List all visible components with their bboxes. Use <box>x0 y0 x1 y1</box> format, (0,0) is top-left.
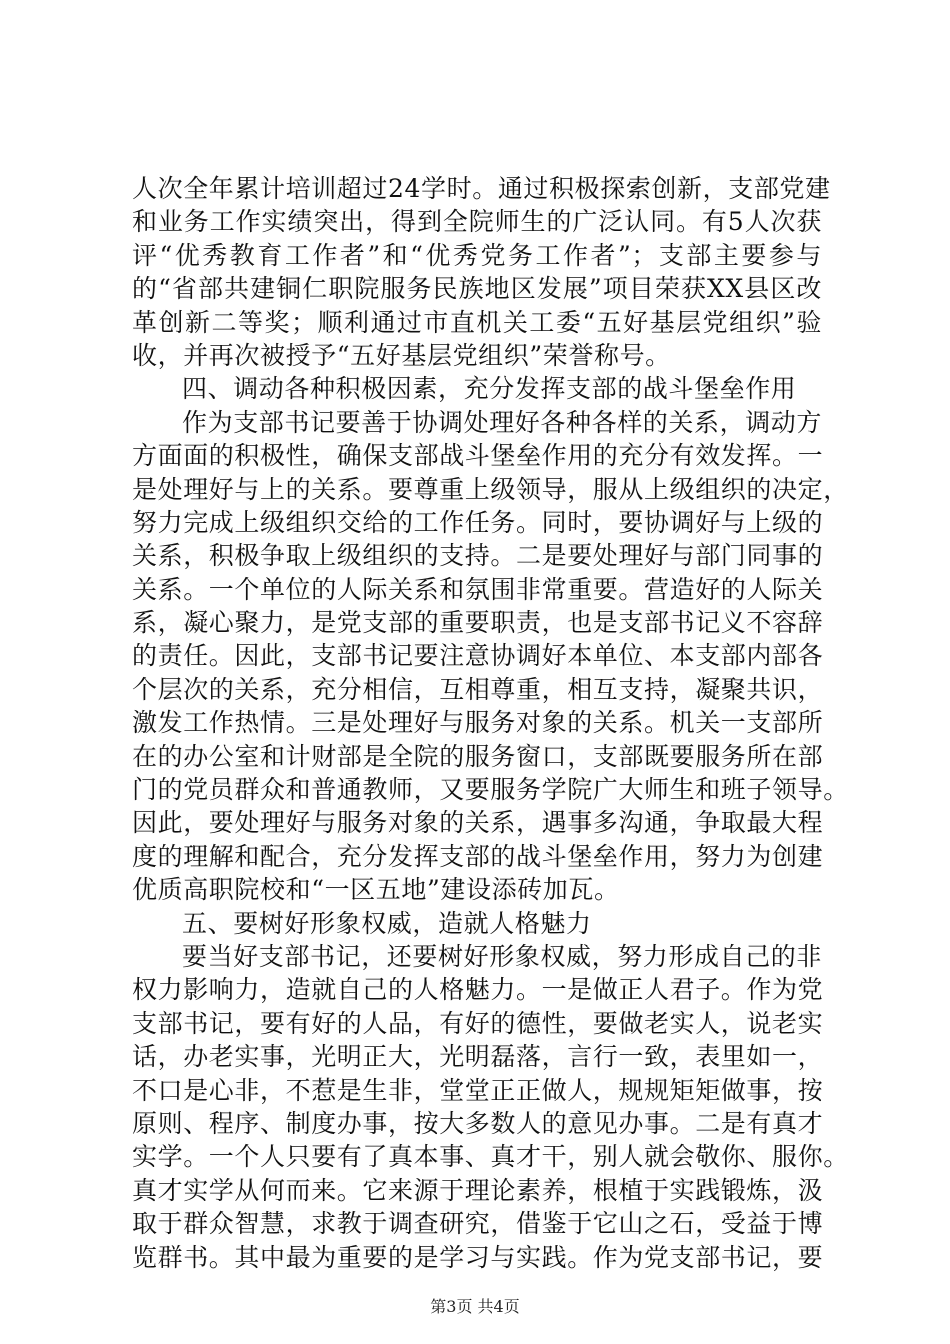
text-line: 是处理好与上的关系。要尊重上级领导，服从上级组织的决定， <box>132 474 849 504</box>
text-line: 的“省部共建铜仁职院服务民族地区发展”项目荣获XX县区改 <box>132 274 822 304</box>
text-line: 作为支部书记要善于协调处理好各种各样的关系，调动方 <box>182 407 823 437</box>
section-heading: 五、要树好形象权威，造就人格魅力 <box>182 908 592 938</box>
text-line: 努力完成上级组织交给的工作任务。同时，要协调好与上级的 <box>132 507 824 537</box>
text-line: 的责任。因此，支部书记要注意协调好本单位、本支部内部各 <box>132 641 824 671</box>
text-line: 支部书记，要有好的人品，有好的德性，要做老实人，说老实 <box>132 1008 824 1038</box>
text-line: 不口是心非，不惹是生非，堂堂正正做人，规规矩矩做事，按 <box>132 1075 824 1105</box>
text-line: 系，凝心聚力，是党支部的重要职责，也是支部书记义不容辞 <box>132 608 824 638</box>
text-line: 实学。一个人只要有了真本事、真才干，别人就会敬你、服你。 <box>132 1142 849 1172</box>
text-line: 原则、程序、制度办事，按大多数人的意见办事。二是有真才 <box>132 1108 824 1138</box>
text-line: 关系。一个单位的人际关系和氛围非常重要。营造好的人际关 <box>132 574 824 604</box>
text-line: 人次全年累计培训超过24学时。通过积极探索创新，支部党建 <box>132 174 831 203</box>
body-text <box>132 172 849 1274</box>
text-line: 激发工作热情。三是处理好与服务对象的关系。机关一支部所 <box>132 708 824 738</box>
text-line: 收，并再次被授予“五好基层党组织”荣誉称号。 <box>132 340 671 370</box>
text-line: 真才实学从何而来。它来源于理论素养，根植于实践锻炼，汲 <box>132 1175 824 1205</box>
text-line: 因此，要处理好与服务对象的关系，遇事多沟通，争取最大程 <box>132 808 824 838</box>
text-line: 和业务工作实绩突出，得到全院师生的广泛认同。有5人次获 <box>132 207 822 237</box>
text-line: 个层次的关系，充分相信，互相尊重，相互支持，凝聚共识， <box>132 674 824 704</box>
text-line: 关系，积极争取上级组织的支持。二是要处理好与部门同事的 <box>132 541 824 571</box>
text-line: 览群书。其中最为重要的是学习与实践。作为党支部书记，要 <box>132 1242 824 1272</box>
text-line: 门的党员群众和普通教师，又要服务学院广大师生和班子领导。 <box>132 775 849 805</box>
text-line: 评“优秀教育工作者”和“优秀党务工作者”；支部主要参与 <box>132 240 822 270</box>
text-line: 要当好支部书记，还要树好形象权威，努力形成自己的非 <box>182 941 823 971</box>
text-line: 在的办公室和计财部是全院的服务窗口，支部既要服务所在部 <box>132 741 824 771</box>
text-line: 权力影响力，造就自己的人格魅力。一是做正人君子。作为党 <box>132 975 824 1005</box>
text-line: 度的理解和配合，充分发挥支部的战斗堡垒作用，努力为创建 <box>132 841 824 871</box>
section-heading: 四、调动各种积极因素，充分发挥支部的战斗堡垒作用 <box>182 374 797 404</box>
text-line: 取于群众智慧，求教于调查研究，借鉴于它山之石，受益于博 <box>132 1209 824 1239</box>
text-line: 话，办老实事，光明正大，光明磊落，言行一致，表里如一， <box>132 1042 824 1072</box>
text-line: 方面面的积极性，确保支部战斗堡垒作用的充分有效发挥。一 <box>132 441 824 471</box>
text-line: 革创新二等奖；顺利通过市直机关工委“五好基层党组织”验 <box>132 307 822 337</box>
page-footer: 第3页 共4页 <box>430 1297 520 1316</box>
text-line: 优质高职院校和“一区五地”建设添砖加瓦。 <box>132 875 620 905</box>
